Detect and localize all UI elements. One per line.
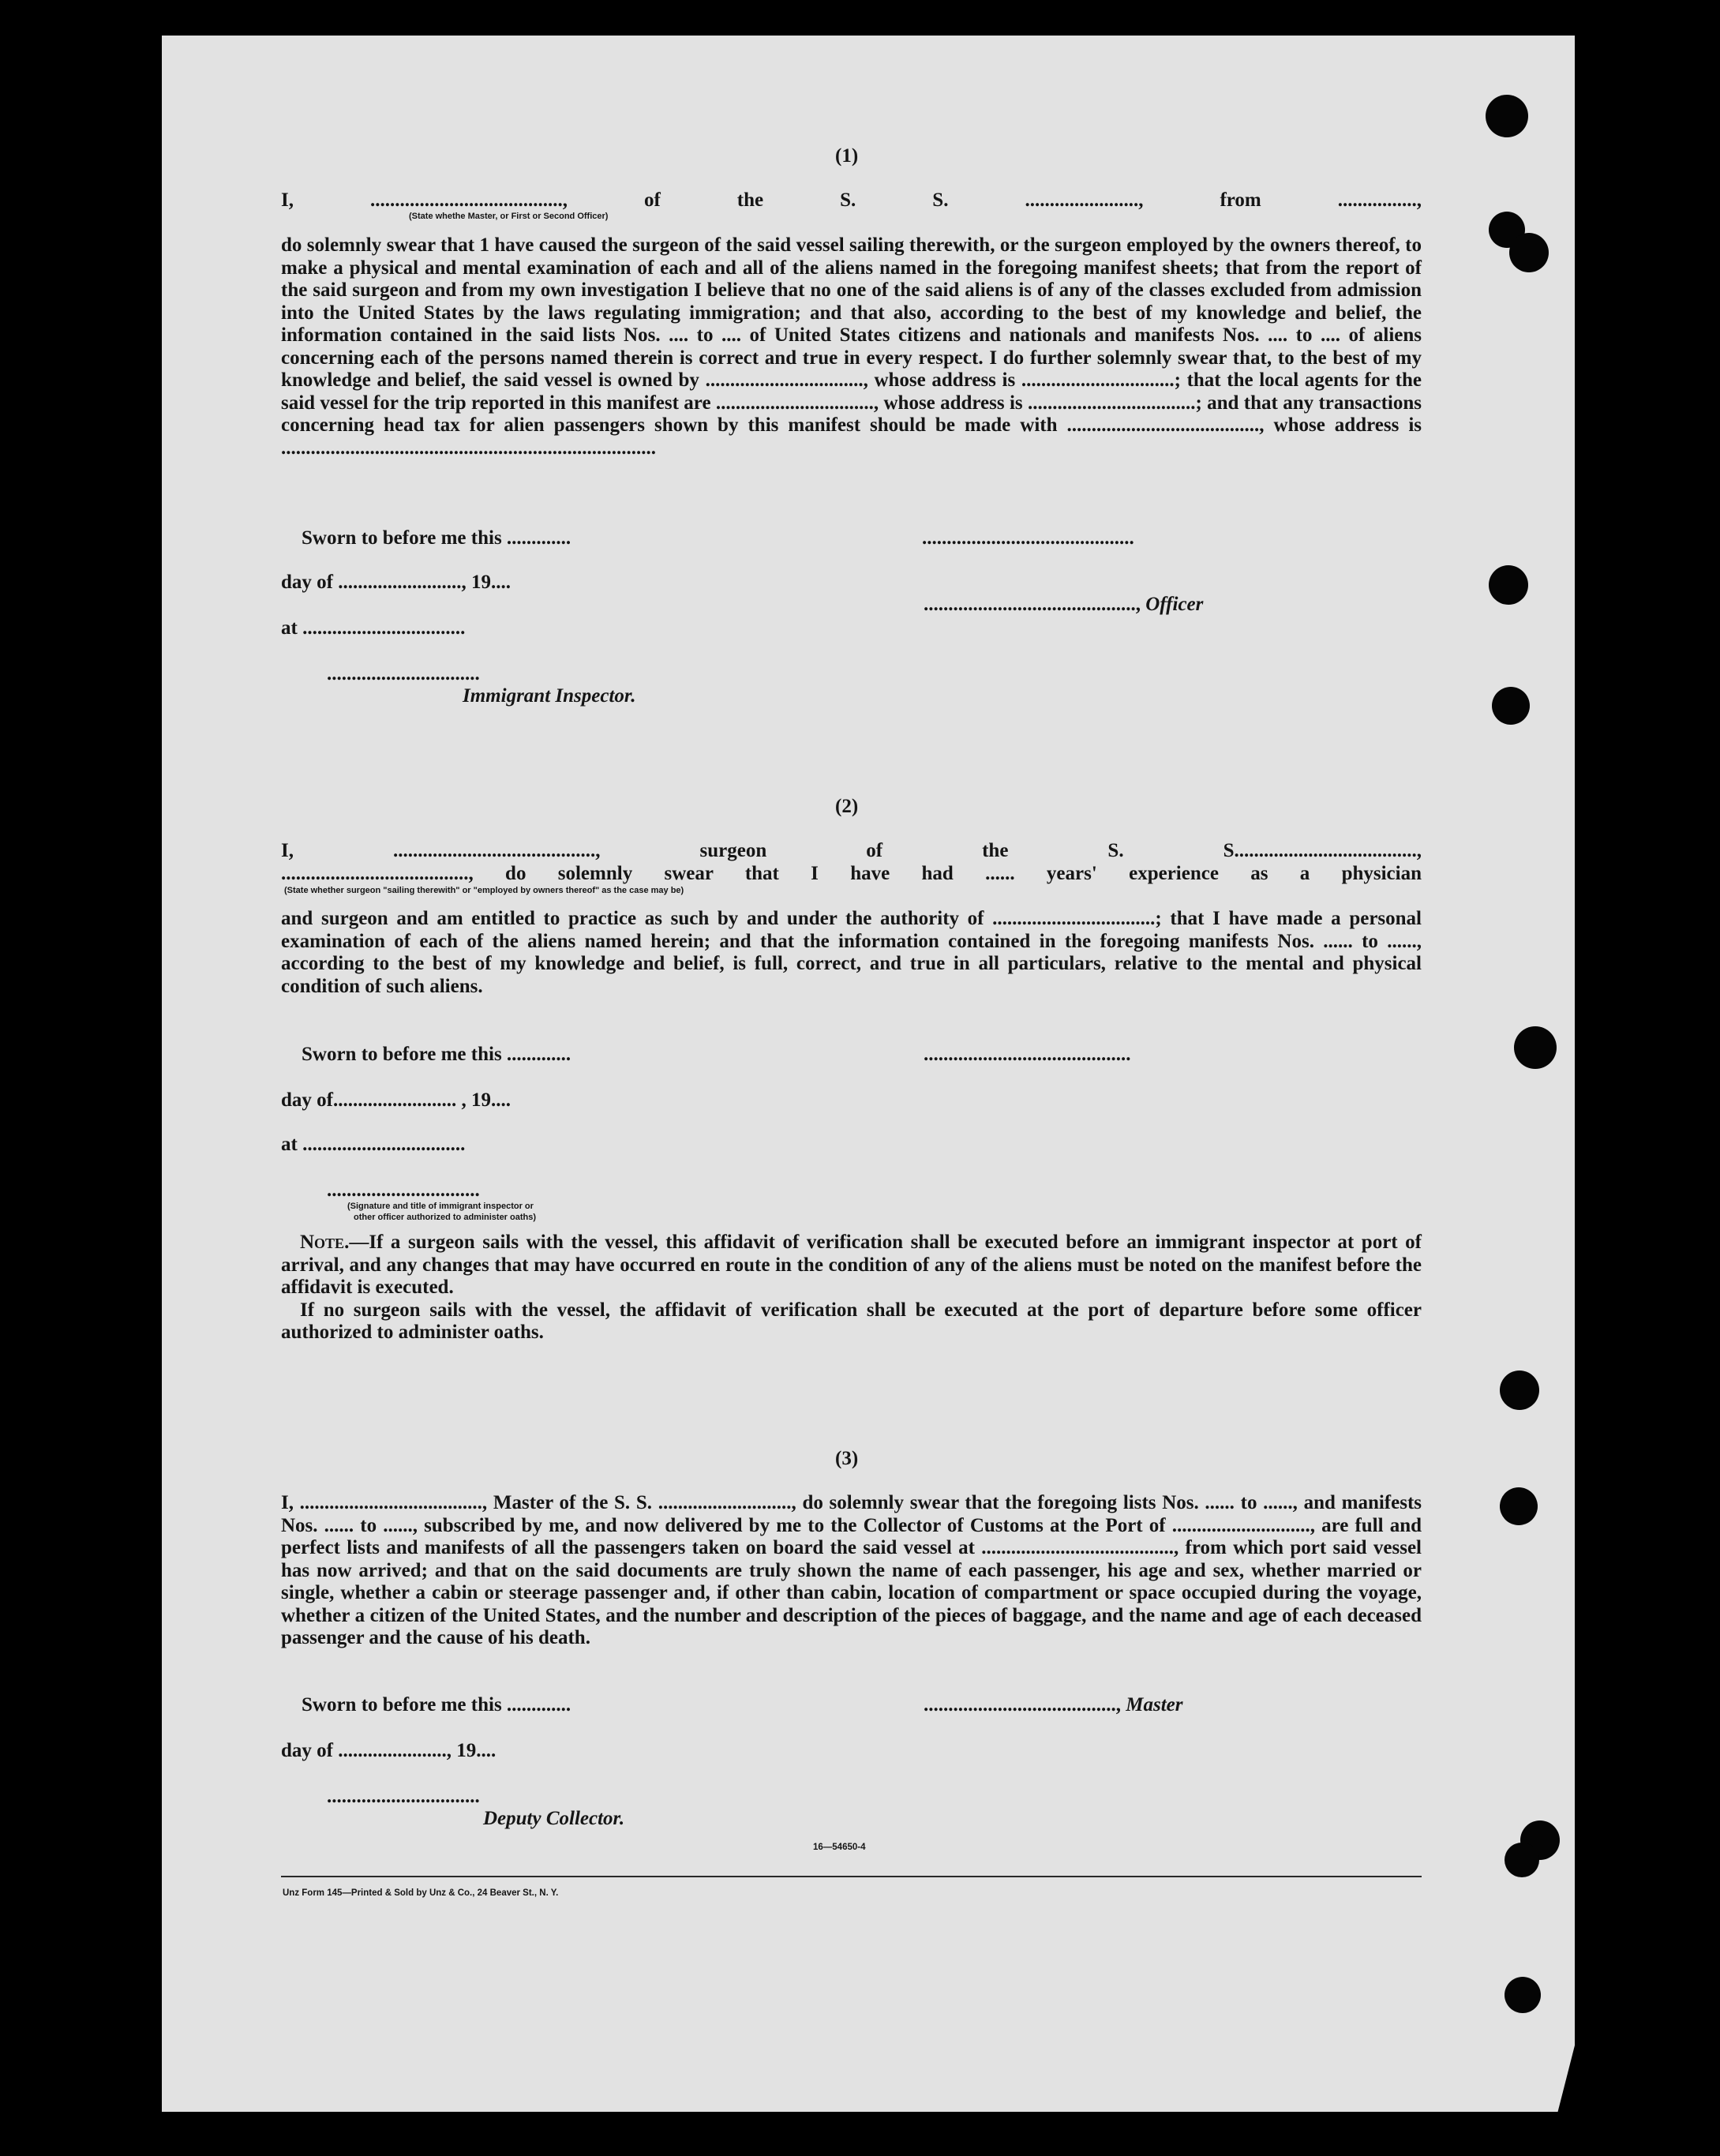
form-number: 16—54650-4 (813, 1843, 866, 1852)
section-1-sworn: Sworn to before me this ............. (302, 527, 571, 549)
section-1-body (281, 234, 1422, 459)
section-1-signature-line: ............................... (327, 663, 480, 684)
master-label: Master (1126, 1694, 1183, 1715)
section-3-paragraph: I, ....................................., Master of the S. S. ..........................., do solemnly swear that the foregoing lists Nos. ...... to ......, and manifests Nos. ...... to ......, subscribed by me, and now delivered by me to the Collector of Customs at the Port of ............................, are full and perfect lists and manifests of all the passengers taken on board the said vessel at ......................................., from which port said vessel has now arrived; and that on the said documents are truly shown the name of each passenger, his age and sex, whether married or single, whether a cabin or steerage passenger and, if other than cabin, location of compartment or space occupied during the voyage, whether a citizen of the United States, and the number and description of the pieces of baggage, and the name and age of each deceased passenger and the cause of his death. (281, 1492, 1422, 1648)
section-1-first-line: I, ......................................., of the S. S. ......................., from ................, (281, 189, 1422, 211)
section-3-heading: (3) (835, 1448, 859, 1469)
immigrant-inspector-label: Immigrant Inspector. (463, 685, 636, 707)
section-1-sublabel: (State whethe Master, or First or Second Officer) (409, 212, 609, 221)
section-1-officer-line (924, 594, 1203, 616)
section-3-signature-line: ............................... (327, 1786, 480, 1807)
section-3-master-line (924, 1694, 1182, 1716)
section-2-first-line: I, ........................................., surgeon of the S. S....................................., (281, 840, 1422, 861)
master-dots: ......................................., (924, 1694, 1126, 1715)
officer-label: Officer (1145, 594, 1204, 615)
section-1-signature-line-right: ........................................... (922, 527, 1134, 549)
punch-hole (1500, 1370, 1539, 1410)
punch-hole (1486, 95, 1528, 137)
section-2-second-line: ......................................, do solemnly swear that I have had ...... years' experience as a physician (281, 863, 1422, 884)
officer-dots: ..........................................., (924, 594, 1146, 615)
punch-hole (1492, 687, 1530, 725)
punch-hole (1514, 1026, 1557, 1069)
footer-rule (281, 1876, 1422, 1877)
section-2-day: day of......................... , 19.... (281, 1089, 511, 1111)
section-2-body (281, 908, 1422, 998)
punch-hole (1505, 1977, 1541, 2013)
punch-hole (1509, 233, 1549, 272)
section-2-at: at ................................. (281, 1134, 466, 1155)
section-3-day: day of ......................, 19.... (281, 1740, 497, 1761)
punch-hole (1500, 1487, 1538, 1525)
section-2-signature-line: ............................... (327, 1179, 480, 1201)
section-2-signature-line-right: .......................................... (924, 1044, 1131, 1065)
punch-hole (1505, 1843, 1539, 1877)
section-3-body (281, 1492, 1422, 1650)
section-2-sublabel: (State whether surgeon "sailing therewith" or "employed by owners thereof" as the case may be) (284, 886, 684, 895)
section-1-at: at ................................. (281, 617, 466, 639)
note-paragraph (281, 1232, 1422, 1299)
section-2-heading: (2) (835, 796, 859, 817)
section-2-caption-2: other officer authorized to administer oaths) (354, 1213, 537, 1222)
section-2-note (281, 1232, 1422, 1344)
punch-hole (1489, 565, 1528, 605)
section-2-sworn: Sworn to before me this ............. (302, 1044, 571, 1065)
section-1-day: day of ........................., 19.... (281, 572, 511, 593)
section-2-caption-1: (Signature and title of immigrant inspector or (347, 1202, 534, 1211)
note-paragraph-2: If no surgeon sails with the vessel, the affidavit of verification shall be executed at the port of departure before some officer authorized to administer oaths. (281, 1299, 1422, 1343)
section-1-paragraph: do solemnly swear that 1 have caused the surgeon of the said vessel sailing therewith, or the surgeon employed by the owners thereof, to make a physical and mental examination of each and all of the aliens named in the foregoing manifest sheets; that from the report of the said surgeon and from my own investigation I believe that no one of the said aliens is of any of the classes excluded from admission into the United States by the laws regulating immigration; and that also, according to the best of my knowledge and belief, the information contained in the said lists Nos. .... to .... of United States citizens and nationals and manifests Nos. .... to .... of aliens concerning each of the persons named therein is correct and true in every respect. I do further solemnly swear that, to the best of my knowledge and belief, the said vessel is owned by ................................, whose address is ...............................; that the local agents for the said vessel for the trip reported in this manifest are ................................, whose address is ..................................; and that any transactions concerning head tax for alien passengers shown by this manifest should be made with ......................................., whose address is ............................................................................ (281, 234, 1422, 459)
section-1-heading: (1) (835, 145, 859, 167)
section-2-paragraph: and surgeon and am entitled to practice as such by and under the authority of .................................; that I have made a personal examination of each of the aliens named herein; and that the information contained in the foregoing manifests Nos. ...... to ......, according to the best of my knowledge and belief, is full, correct, and true in all particulars, relative to the mental and physical condition of such aliens. (281, 908, 1422, 997)
note-text: —If a surgeon sails with the vessel, this affidavit of verification shall be executed before an immigrant inspector at port of arrival, and any changes that may have occurred en route in the condition of any of the aliens must be noted on the manifest before the affidavit is executed. (281, 1232, 1422, 1298)
printer-imprint: Unz Form 145—Printed & Sold by Unz & Co., 24 Beaver St., N. Y. (283, 1888, 559, 1898)
deputy-collector-label: Deputy Collector. (483, 1808, 625, 1829)
note-label: Note. (300, 1232, 350, 1253)
section-3-sworn: Sworn to before me this ............. (302, 1694, 571, 1715)
